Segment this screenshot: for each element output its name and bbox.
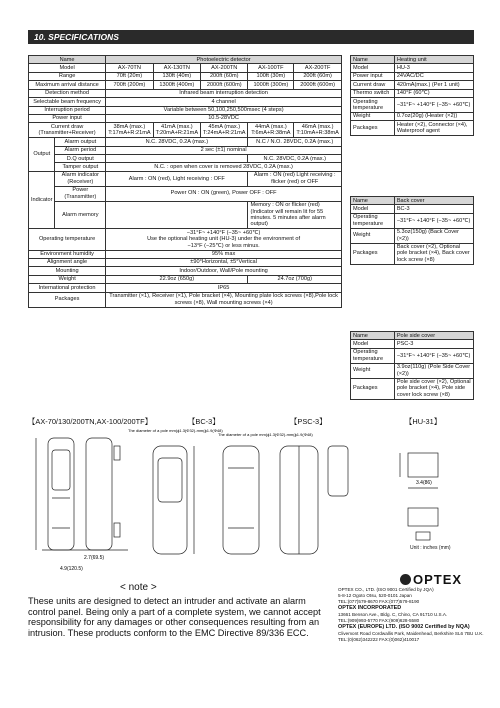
psc-temp-value: −31°F~ +140°F (−35~ +60℃) [394,348,473,363]
psc-weight-header: Weight [351,363,395,378]
frequency-value: 4 channel [106,98,342,106]
bc-packages-header: Packages [351,243,395,264]
hu-model-value: HU-3 [394,64,473,72]
dq-value: N.C. 28VDC, 0.2A (max.) [248,155,342,163]
detection-value: Infrared beam interruption detection [106,89,342,97]
alarm-period-header: Alarm period [55,146,106,154]
max-distance-cell: 2000ft (600m) [294,81,342,89]
dim-width: 4.9(120.5) [60,566,83,572]
alarm-indicator-tn: Alarm : ON (red), Light receiving : OFF [106,171,248,186]
psc-packages-header: Packages [351,378,395,399]
weight-tn: 22.9oz (650g) [106,275,248,283]
packages-value: Transmitter (×1), Receiver (×1), Pole bracket (×4), Mounting plate lock screws (×8),Pole lock screws (×8), Wall mounting screws (×4) [106,292,342,307]
hu-thermo-header: Thermo switch [351,89,395,97]
range-cell: 70ft (20m) [106,72,153,80]
range-cell: 100ft (30m) [248,72,294,80]
detector-side-outline [86,438,112,550]
section-title: 10. SPECIFICATIONS [28,30,474,44]
model-cell: AX-130TN [153,64,200,72]
current-cell: 38mA (max.) T:17mA+R:21mA [106,123,153,138]
logo-text: OPTEX [413,572,463,587]
drawing-label-hu: 【HU-31】 [405,417,442,426]
psc-outline [223,446,259,554]
ip-value: IP65 [106,284,342,292]
company-addresses [338,587,496,643]
hu-current-header: Current draw [351,81,395,89]
drawing-label-psc: 【PSC-3】 [290,417,327,426]
current-cell: 46mA (max.) T:10mA+R:38mA [294,123,342,138]
interruption-header: Interruption period [29,106,106,114]
weight-header: Weight [29,275,106,283]
range-cell: 200ft (60m) [294,72,342,80]
power-header: Power input [29,114,106,122]
address-line: OPTEX (EUROPE) LTD. (ISO 9002 Certified by NQA) [338,623,470,630]
max-distance-cell: 1300ft (400m) [153,81,200,89]
psc-model-value: PSC-3 [394,340,473,348]
current-cell: 41mA (max.) T:20mA+R:21mA [153,123,200,138]
hu-outline [408,453,438,477]
weight-tf: 24.7oz (700g) [248,275,342,283]
psc-packages-value: Pole side cover (×2), Optional pole bracket (×4), Pole side cover lock screw (×8) [394,378,473,399]
detection-header: Detection method [29,89,106,97]
alarm-output-tn: N.C. 28VDC, 0.2A (max.) [106,138,248,146]
hu-packages-header: Packages [351,121,395,136]
tamper-header: Tamper output [55,163,106,171]
alarm-period-value: 2 sec (±1) nominal [106,146,342,154]
address-line: TEL:(077)579-8670 FAX:(077)579-8190 [338,598,420,604]
dim-depth: 2.7(69.5) [84,555,105,561]
packages-header: Packages [29,292,106,307]
model-cell: AX-200TF [294,64,342,72]
temperature-value [106,229,342,250]
max-distance-cell: 2000ft (600m) [201,81,248,89]
hu-name-header: Name [351,56,395,64]
psc-name-header: Name [351,332,395,340]
dimension-drawings [28,428,478,573]
psc-temp-header: Operating temperature [351,348,395,363]
humidity-header: Environment humidity [29,250,106,258]
address-line: OPTEX CO., LTD. (ISO 9001 Certified by JQA) [338,587,434,592]
bc-name-value: Back cover [394,197,473,205]
hu-power-value: 24VAC/DC [394,72,473,80]
alarm-indicator-header: Alarm indicator (Receiver) [55,171,106,186]
hu-weight-value: 0.7oz(20g) (Heater (×2)) [394,112,473,120]
interruption-value: Variable between 50,100,250,500msec (4 steps) [106,106,342,114]
range-cell: 200ft (60m) [201,72,248,80]
range-cell: 130ft (40m) [153,72,200,80]
memory-value: Memory : ON or flicker (red) (Indicator will remain lit for 55 minutes. 5 minutes after alarm output) [248,201,342,229]
current-cell: 45mA (max.) T:24mA+R:21mA [201,123,248,138]
bc-temp-value: −31°F~ +140°F (−35~ +60℃) [394,213,473,228]
range-header: Range [29,72,106,80]
address-line: 13661 Benson Ave., Bldg. C, Chino, CA 91710 U.S.A. [338,611,448,617]
max-distance-header: Maximum arrival distance [29,81,106,89]
model-header: Model [29,64,106,72]
address-line: Clivemont Road Cordwallis Park, Maidenhead, Berkshire SL6 7BU U.K. [338,630,484,636]
bc-name-header: Name [351,197,395,205]
hu-temp-value: −31°F~ +140°F (−35~ +60℃) [394,98,473,113]
max-distance-cell: 1000ft (300m) [248,81,294,89]
optex-logo [400,572,462,587]
temp-line: −13°F (−25℃) or less minus. [187,242,260,249]
model-cell: AX-100TF [248,64,294,72]
note-title: < note > [120,582,157,593]
alignment-value: ±90°Horizontal, ±5°Vertical [106,258,342,266]
max-distance-cell: 700ft (200m) [106,81,153,89]
name-header: Name [29,56,106,64]
address-line: OPTEX INCORPORATED [338,604,402,611]
hu-current-value: 420mA(max.) (Per 1 unit) [394,81,473,89]
hu-power-header: Power input [351,72,395,80]
temperature-header: Operating temperature [29,229,106,250]
model-cell: AX-70TN [106,64,153,72]
mounting-header: Mounting [29,267,106,275]
indicator-header: Indicator [29,171,55,228]
drawing-label-bc: 【BC-3】 [188,417,220,426]
pole-side-cover-table [350,331,474,400]
mounting-value: Indoor/Outdoor, Wall/Pole mounting [106,267,342,275]
dim-hu: 3.4(86) [416,480,432,486]
address-line: TEL:(909)993-5770 FAX:(909)628-5580 [338,617,420,623]
model-cell: AX-200TN [201,64,248,72]
drawing-label-detector: 【AX-70/130/200TN,AX-100/200TF】 [28,417,153,426]
note-text: These units are designed to detect an intruder and activate an alarm control panel. Being only a part of a complete system, we cannot accept responsibility for any damages or other consequences resulting from an intrusion. These products conform to the EMC Directive 89/336 ECC. [28,596,321,638]
output-header: Output [29,138,55,172]
hu-model-header: Model [351,64,395,72]
ip-header: International protection [29,284,106,292]
power-indicator-value: Power ON : ON (green), Power OFF : OFF [106,186,342,201]
memory-header: Alarm memory [55,201,106,229]
alarm-indicator-tf: Alarm : ON (red) Light receiving : flicker (red) or OFF [248,171,342,186]
pole-note-1: The diameter of a pole mm(ϕ1.3(Φ32)-mm(ϕ1.9(Φ48) [128,428,223,433]
temp-line: −31°F~ +140°F (−35~ +60℃) [186,229,261,236]
name-value: Photoelectric detector [106,56,342,64]
detector-spec-table [28,55,342,308]
hu-packages-value: Heater (×2), Connector (×4), Waterproof agent [394,121,473,136]
tamper-value: N.C. : open when cover is removed 28VDC, 0.2A (max.) [106,163,342,171]
pole-note-2: The diameter of a pole mm(ϕ1.3(Φ32)-mm(ϕ1.9(Φ48) [218,432,313,437]
heating-unit-table [350,55,474,136]
humidity-value: 95% max [106,250,342,258]
address-line: 5-8-12 Ogoto Otsu, 520-0101 Japan [338,592,412,598]
psc-weight-value: 3.9oz(110g) (Pole Side Cover (×2)) [394,363,473,378]
hu-temp-header: Operating temperature [351,98,395,113]
hu-thermo-value: 140°F (60℃) [394,89,473,97]
alarm-output-header: Alarm output [55,138,106,146]
back-cover-table [350,196,474,265]
bc-weight-header: Weight [351,228,395,243]
psc-model-header: Model [351,340,395,348]
temp-line: Use the optional heating unit (HU-3) under the environment of [147,236,301,243]
bc-temp-header: Operating temperature [351,213,395,228]
logo-mark-icon [400,574,411,585]
alignment-header: Alignment angle [29,258,106,266]
bc-weight-value: 5.3oz(150g) (Back Cover (×2)) [394,228,473,243]
bc-model-value: BC-3 [394,205,473,213]
power-indicator-header: Power (Transmitter) [55,186,106,201]
hu-name-value: Heating unit [394,56,473,64]
bc-model-header: Model [351,205,395,213]
bc-packages-value: Back cover (×2), Optional pole bracket (×4), Back cover lock screw (×8) [394,243,473,264]
frequency-header: Selectable beam frequency [29,98,106,106]
current-header: Current draw (Transmitter+Receiver) [29,123,106,138]
current-cell: 44mA (max.) T:6mA+R:38mA [248,123,294,138]
address-line: TEL:(0)062)342222 FAX:(0)062)410017 [338,636,420,642]
alarm-output-tf: N.C / N.O. 28VDC, 0.2A (max.) [248,138,342,146]
hu-weight-header: Weight [351,112,395,120]
psc-name-value: Pole side cover [394,332,473,340]
dq-header: D.Q output [55,155,106,163]
power-value: 10.5-28VDC [106,114,342,122]
unit-note: Unit : inches (mm) [410,545,451,551]
